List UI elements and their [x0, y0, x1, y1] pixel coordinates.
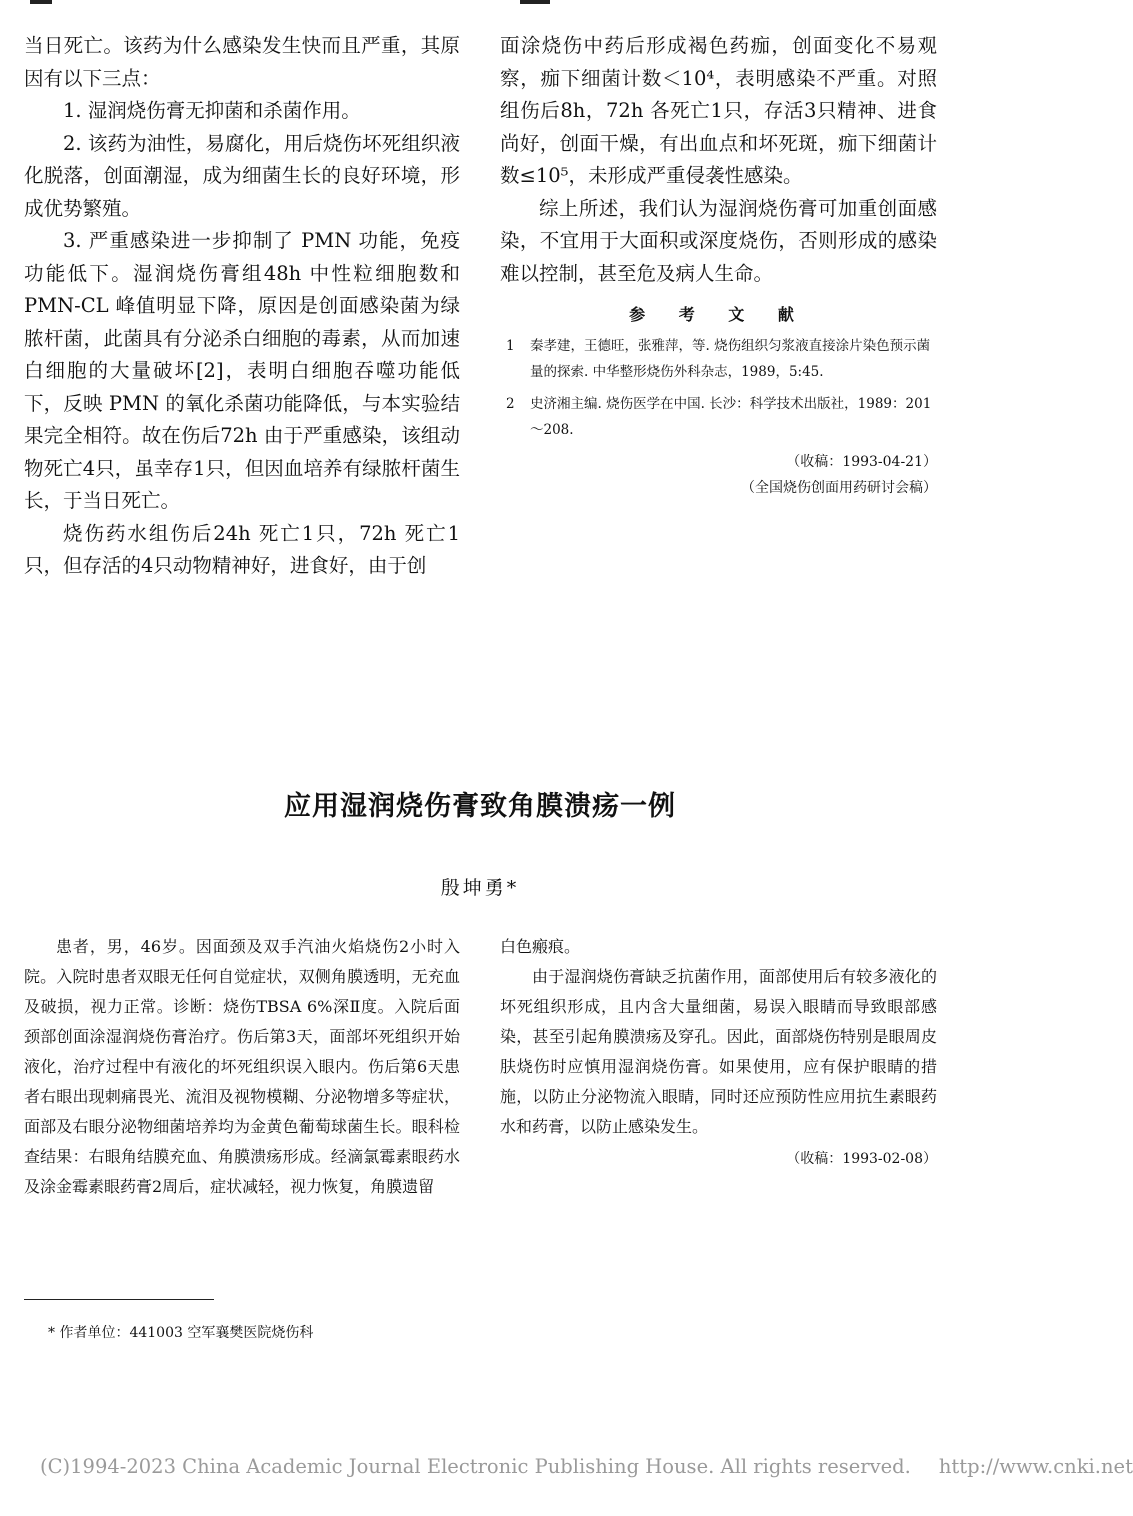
paragraph: 面涂烧伤中药后形成褐色药痂，创面变化不易观察，痂下细菌计数＜10⁴，表明感染不严重。对照组伤后8h，72h 各死亡1只，存活3只精神、进食尚好，创面干燥，有出血点和坏死斑，痂下细菌计数≤10⁵，未形成严重侵袭性感染。 — [500, 34, 937, 187]
paragraph: 由于湿润烧伤膏缺乏抗菌作用，面部使用后有较多液化的坏死组织形成，且内含大量细菌，易误入眼睛而导致眼部感染，甚至引起角膜溃疡及穿孔。因此，面部烧伤特别是眼周皮肤烧伤时应慎用湿润烧伤膏。如果使用，应有保护眼睛的措施，以防止分泌物流入眼睛，同时还应预防性应用抗生素眼药水和药膏，以防止感染发生。 — [500, 967, 937, 1136]
paragraph: 综上所述，我们认为湿润烧伤膏可加重创面感染，不宜用于大面积或深度烧伤，否则形成的感染难以控制，甚至危及病人生命。 — [500, 196, 937, 285]
reference-text: 史济湘主编. 烧伤医学在中国. 长沙：科学技术出版社，1989：201～208. — [530, 396, 932, 438]
paragraph: 1. 湿润烧伤膏无抑菌和杀菌作用。 — [63, 99, 361, 122]
cnki-url: http://www.cnki.net — [938, 1455, 1133, 1478]
paragraph: 3. 严重感染进一步抑制了 PMN 功能，免疫功能低下。湿润烧伤膏组48h 中性粒细胞数和 PMN-CL 峰值明显下降，原因是创面感染菌为绿脓杆菌，此菌具有分泌杀白细胞的毒素，从而加速白细胞的大量破坏[2]，表明白细胞吞噬功能低下，反映 PMN 的氧化杀菌功能降低，与本实验结果完全相符。故在伤后72h 由于严重感染，该组动物死亡4只，虽幸存1只，但因血培养有绿脓杆菌生长，于当日死亡。 — [24, 229, 460, 512]
second-article-right-column — [500, 932, 937, 1172]
copyright-text: (C)1994-2023 China Academic Journal Electronic Publishing House. All rights reserved. — [40, 1455, 911, 1478]
top-edge-mark — [30, 0, 52, 4]
received-date: （收稿：1993-02-08） — [786, 1151, 937, 1167]
references-heading: 参 考 文 献 — [629, 305, 808, 324]
top-article-right-column — [500, 30, 937, 501]
paragraph: 白色瘢痕。 — [500, 937, 581, 956]
paragraph: 患者，男，46岁。因面颈及双手汽油火焰烧伤2小时入院。入院时患者双眼无任何自觉症状，双侧角膜透明，无充血及破损，视力正常。诊断：烧伤TBSA 6%深Ⅱ度。入院后面颈部创面涂湿润烧伤膏治疗。伤后第3天，面部坏死组织开始液化，治疗过程中有液化的坏死组织误入眼内。伤后第6天患者右眼出现刺痛畏光、流泪及视物模糊、分泌物增多等症状，面部及右眼分泌物细菌培养均为金黄色葡萄球菌生长。眼科检查结果：右眼角结膜充血、角膜溃疡形成。经滴氯霉素眼药水及涂金霉素眼药膏2周后，症状减轻，视力恢复，角膜遗留 — [24, 937, 460, 1196]
footnote-divider — [24, 1299, 214, 1300]
reference-number: 2 — [506, 396, 515, 412]
reference-number: 1 — [506, 338, 515, 354]
top-edge-mark — [520, 0, 550, 4]
second-article-left-column — [24, 932, 460, 1202]
reference-item — [500, 391, 937, 443]
source-note: （全国烧伤创面用药研讨会稿） — [741, 480, 937, 496]
copyright-footer — [40, 1455, 1133, 1478]
reference-item — [500, 333, 937, 385]
reference-text: 秦孝建，王德旺，张雅萍，等. 烧伤组织匀浆液直接涂片染色预示菌量的探索. 中华整形烧伤外科杂志，1989，5:45. — [530, 338, 931, 380]
paragraph: 烧伤药水组伤后24h 死亡1只，72h 死亡1只，但存活的4只动物精神好，进食好，由于创 — [24, 521, 460, 577]
article-title: 应用湿润烧伤膏致角膜溃疡一例 — [284, 791, 676, 822]
paragraph: 当日死亡。该药为什么感染发生快而且严重，其原因有以下三点： — [24, 34, 460, 90]
article-author: 殷坤勇* — [440, 877, 520, 899]
top-article-left-column — [24, 30, 460, 583]
author-affiliation-footnote: * 作者单位：441003 空军襄樊医院烧伤科 — [48, 1325, 314, 1341]
received-date: （收稿：1993-04-21） — [786, 454, 937, 470]
paragraph: 2. 该药为油性，易腐化，用后烧伤坏死组织液化脱落，创面潮湿，成为细菌生长的良好环境，形成优势繁殖。 — [24, 131, 460, 220]
